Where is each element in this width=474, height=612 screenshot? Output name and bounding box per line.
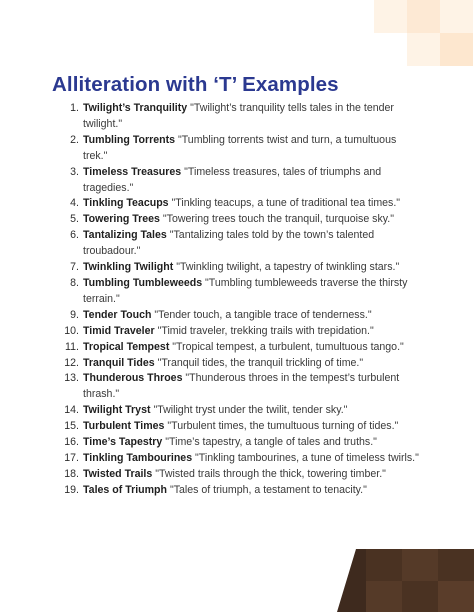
list-item <box>52 371 422 403</box>
page-title: Alliteration with ‘T’ Examples <box>52 73 339 96</box>
list-item-quote: "Twisted trails through the thick, towering timber." <box>155 467 386 480</box>
list-item <box>52 435 422 451</box>
list-item <box>52 451 422 467</box>
list-item-body <box>83 196 422 212</box>
list-item-number: 19. <box>64 483 79 496</box>
list-item-quote: "Towering trees touch the tranquil, turquoise sky." <box>162 213 394 226</box>
list-item-quote: "Tinkling teacups, a tune of traditional tea times." <box>171 197 401 210</box>
list-item-number: 17. <box>64 451 79 464</box>
list-item-body <box>83 371 422 403</box>
list-item-number: 12. <box>64 356 79 369</box>
list-item-body <box>83 435 422 451</box>
list-item <box>52 483 422 499</box>
list-item-quote: "Tender touch, a tangible trace of tenderness." <box>154 308 372 321</box>
brown-square-3 <box>438 549 474 581</box>
list-item-number: 16. <box>64 436 79 449</box>
list-item <box>52 212 422 228</box>
list-item <box>52 260 422 276</box>
list-item-quote: "Tropical tempest, a turbulent, tumultuous tango." <box>172 340 404 353</box>
list-item-term: Thunderous Throes <box>83 372 183 385</box>
list-item-term: Tantalizing Tales <box>83 229 167 242</box>
list-item-number: 8. <box>70 276 79 289</box>
list-item <box>52 340 422 356</box>
list-item-quote: "Turbulent times, the tumultuous turning of tides." <box>167 420 399 433</box>
list-item-body <box>83 451 422 467</box>
list-item-term: Tropical Tempest <box>83 340 170 353</box>
list-item-body <box>83 228 422 260</box>
list-item-quote: "Tales of triumph, a testament to tenacity." <box>169 483 367 496</box>
deco-square <box>407 33 440 66</box>
list-item-quote: "Tumbling tumbleweeds traverse the thirsty terrain." <box>83 276 408 305</box>
list-item-number: 1. <box>70 102 79 114</box>
list-item-term: Tender Touch <box>83 308 152 321</box>
list-item-term: Timid Traveler <box>83 324 155 337</box>
list-item-term: Twisted Trails <box>83 467 153 480</box>
list-item-number: 10. <box>64 324 79 337</box>
list-item-quote: "Tinkling tambourines, a tune of timeless twirls." <box>195 451 419 464</box>
list-item-body <box>83 340 422 356</box>
list-item <box>52 308 422 324</box>
list-item-quote: "Twilight tryst under the twilit, tender sky." <box>153 404 348 417</box>
list-item-number: 2. <box>70 133 79 146</box>
list-item-body <box>83 403 422 419</box>
list-item-body <box>83 308 422 324</box>
list-item <box>52 467 422 483</box>
list-item-number: 9. <box>70 308 79 321</box>
list-item <box>52 133 422 165</box>
list-item-number: 7. <box>70 261 79 274</box>
list-item-body <box>83 133 422 165</box>
list-item-term: Twilight’s Tranquility <box>83 102 188 114</box>
list-item-body <box>83 324 422 340</box>
list-item-quote: "Tantalizing tales told by the town’s talented troubadour." <box>83 229 375 258</box>
list-item <box>52 403 422 419</box>
list-item-term: Twilight Tryst <box>83 404 151 417</box>
list-item-quote: "Timeless treasures, tales of triumphs and tragedies." <box>83 165 382 194</box>
list-item-body <box>83 419 422 435</box>
list-item <box>52 419 422 435</box>
list-item <box>52 196 422 212</box>
list-item-quote: "Tranquil tides, the tranquil trickling of time." <box>157 356 364 369</box>
list-item-body <box>83 483 422 499</box>
list-item-body <box>83 356 422 372</box>
list-item-quote: "Tumbling torrents twist and turn, a tumultuous trek." <box>83 133 397 162</box>
list-item-number: 3. <box>70 165 79 178</box>
brown-square-6 <box>438 581 474 612</box>
examples-list <box>52 101 422 499</box>
list-item-body <box>83 260 422 276</box>
list-item <box>52 324 422 340</box>
list-item-quote: "Timid traveler, trekking trails with trepidation." <box>157 324 374 337</box>
list-item-term: Towering Trees <box>83 213 160 226</box>
list-item-number: 15. <box>64 420 79 433</box>
list-item-body <box>83 165 422 197</box>
list-item-term: Time’s Tapestry <box>83 436 163 449</box>
list-item-number: 18. <box>64 467 79 480</box>
list-item-number: 14. <box>64 404 79 417</box>
list-item-body <box>83 276 422 308</box>
list-item-body <box>83 467 422 483</box>
list-item-term: Tales of Triumph <box>83 483 167 496</box>
list-item-quote: "Twilight’s tranquility tells tales in the tender twilight." <box>83 102 394 130</box>
brown-square-2 <box>402 549 438 581</box>
list-item <box>52 276 422 308</box>
list-item <box>52 356 422 372</box>
deco-square <box>407 0 440 33</box>
list-item-term: Tumbling Torrents <box>83 133 176 146</box>
list-item <box>52 228 422 260</box>
brown-square-4 <box>366 581 402 612</box>
list-item <box>52 101 422 133</box>
list-item <box>52 165 422 197</box>
deco-square <box>440 33 473 66</box>
list-item-term: Tranquil Tides <box>83 356 155 369</box>
list-item-term: Tinkling Teacups <box>83 197 169 210</box>
list-item-body <box>83 212 422 228</box>
list-item-number: 4. <box>70 197 79 210</box>
list-item-body <box>83 101 422 133</box>
list-item-term: Twinkling Twilight <box>83 261 174 274</box>
list-item-quote: "Thunderous throes in the tempest’s turbulent thrash." <box>83 372 400 401</box>
deco-square <box>440 0 473 33</box>
brown-square-5 <box>402 581 438 612</box>
list-item-quote: "Time’s tapestry, a tangle of tales and truths." <box>165 436 377 449</box>
list-item-term: Turbulent Times <box>83 420 165 433</box>
brown-square-1 <box>366 549 402 581</box>
list-item-number: 5. <box>70 213 79 226</box>
list-item-term: Timeless Treasures <box>83 165 182 178</box>
list-item-number: 6. <box>70 229 79 242</box>
list-item-number: 11. <box>65 340 79 353</box>
brown-block-shadow <box>337 549 474 612</box>
list-item-term: Tinkling Tambourines <box>83 451 193 464</box>
list-item-term: Tumbling Tumbleweeds <box>83 276 203 289</box>
list-item-number: 13. <box>64 372 79 385</box>
deco-square <box>374 0 407 33</box>
list-item-quote: "Twinkling twilight, a tapestry of twinkling stars." <box>176 261 400 274</box>
